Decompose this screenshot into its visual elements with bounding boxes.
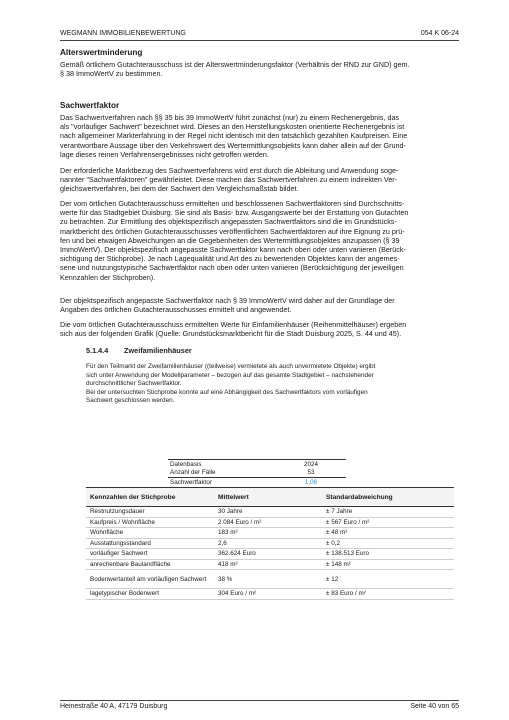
page-header	[60, 30, 459, 41]
text-line: Die vom örtlichen Gutachterausschuss ermittelten Werte für Einfamilienhäuser (Reihenmittelhäuser) ergeben	[60, 320, 407, 329]
text-line: Bei der untersuchten Stichprobe konnte auf eine Abhängigkeit des Sachwertfaktors vom vorläufigen	[86, 388, 368, 396]
section-title: Zweifamilienhäuser	[124, 346, 192, 355]
table-row	[86, 559, 454, 570]
paragraph-3	[60, 199, 470, 282]
summary-label: Anzahl der Fälle	[168, 469, 276, 478]
table-cell: 183 m²	[214, 528, 322, 539]
table-row	[86, 528, 454, 539]
text-line: Sachwert geschlossen werden.	[86, 397, 175, 405]
header-right: 054 K 06-24	[420, 30, 459, 37]
table-row	[168, 460, 346, 469]
text-line: sich unter Anwendung der Modellparameter – bezogen auf das gesamte Stadtgebiet – nachstehender	[86, 371, 374, 379]
footer-address: Heinestraße 40 A, 47179 Duisburg	[60, 703, 168, 710]
text-line: nannter "Sachwertfaktoren" gewährleistet. Diese machen das Sachwertverfahren zu einem indirekten Ver-	[60, 175, 398, 185]
table-cell: anrechenbare Baulandfläche	[86, 559, 214, 570]
text-line: Der vom örtlichen Gutachterausschuss ermittelten und beschlossenen Sachwertfaktoren sind Durchschnitts-	[60, 199, 405, 208]
kennzahlen-table	[86, 487, 454, 600]
text-line: § 38 ImmoWertV zu bestimmen.	[60, 69, 163, 79]
text-line: Der objektspezifisch angepasste Sachwertfaktor nach § 39 ImmoWertV wird daher auf der Grundlage der	[60, 296, 395, 305]
text-line: zu betrachten. Zur Ermittlung des objektspezifisch angepassten Sachwertfaktors sind die im Grundstücks-	[60, 217, 397, 227]
text-line: Für den Teilmarkt der Zweifamilienhäuser ((teilweise) vermietete als auch unvermietete Objekte) ergibt	[86, 363, 376, 370]
paragraph-4	[60, 296, 470, 314]
table-row	[86, 589, 454, 600]
table-cell: ± 48 m²	[322, 528, 454, 539]
paragraph-alterswertminderung	[60, 60, 470, 78]
table-cell: ± 138.513 Euro	[322, 549, 454, 560]
text-line: Gemäß örtlichem Gutachterausschuss ist der Alterswertminderungsfaktor (Verhältnis der RND zur GND) gem.	[60, 60, 410, 69]
text-line: Kennzahlen der Stichproben).	[60, 272, 156, 282]
text-line: Angaben des örtlichen Gutachterausschusses ermittelt und angewendet.	[60, 305, 292, 315]
paragraph-1	[60, 113, 470, 159]
table-cell: 2.084 Euro / m²	[214, 517, 322, 528]
paragraph-5	[60, 320, 470, 338]
text-line: gleichswertverfahren, bei dem der Sachwert den Vergleichsmaßstab bildet.	[60, 184, 299, 194]
table-cell: 304 Euro / m²	[214, 589, 322, 600]
text-line: Das Sachwertverfahren nach §§ 35 bis 39 ImmoWertV führt zunächst (nur) zu einem Rechenergebnis, das	[60, 113, 400, 122]
text-line: Der erforderliche Marktbezug des Sachwertverfahrens wird erst durch die Ableitung und Anwendung soge-	[60, 166, 399, 175]
table-cell: 30 Jahre	[214, 507, 322, 518]
table-cell: Bodenwertanteil am vorläufigen Sachwert	[86, 570, 214, 589]
excerpt-intro	[86, 363, 456, 406]
table-cell: 38 %	[214, 570, 322, 589]
text-line: sene und nutzungstypische Sachwertfaktor nach oben oder unten variieren (Berücksichtigung der jeweiligen	[60, 263, 404, 273]
table-row	[168, 469, 346, 478]
text-line: fen und bei etwaigen Abweichungen an die Gegebenheiten des Wertermittlungsobjektes anzupassen (§ 39	[60, 235, 400, 245]
text-line: sichtigung der Stichprobe). Je nach Lagequalität und Art des zu bewertenden Objektes kann der angemes-	[60, 254, 400, 264]
text-line: verantwortbare Aussage über den Verkehrswert des Wertermittlungsobjekts kann daher allein auf der Grund-	[60, 140, 406, 150]
table-header-row	[86, 488, 454, 507]
column-header: Kennzahlen der Stichprobe	[86, 488, 214, 507]
summary-value: 53	[276, 469, 346, 478]
table-cell: vorläufiger Sachwert	[86, 549, 214, 560]
table-cell: Ausstattungsstandard	[86, 538, 214, 549]
header-left: WEGMANN IMMOBILIENBEWERTUNG	[60, 30, 186, 37]
summary-label: Sachwertfaktor	[170, 478, 212, 486]
heading-alterswertminderung: Alterswertminderung	[60, 48, 143, 57]
table-cell: 418 m²	[214, 559, 322, 570]
summary-value: 2024	[276, 460, 346, 469]
table-cell: Kaufpreis / Wohnfläche	[86, 517, 214, 528]
text-line: als "vorläufiger Sachwert" bezeichnet wird. Dieses an den Herstellungskosten orientierte Rechenergebnis ist	[60, 122, 405, 132]
embedded-report-excerpt	[86, 346, 456, 406]
page-number: Seite 40 von 65	[410, 703, 459, 710]
text-line: nach allgemeiner Markterfahrung in der Regel nicht identisch mit den tatsächlich gezahlten Kaufpreisen. Eine	[60, 131, 408, 141]
table-cell: ± 12	[322, 570, 454, 589]
sachwertfaktor-value: 1,06	[304, 478, 318, 486]
page-footer	[60, 700, 459, 710]
table-cell: Wohnfläche	[86, 528, 214, 539]
column-header: Mittelwert	[214, 488, 322, 507]
table-row	[168, 478, 346, 487]
table-row	[86, 517, 454, 528]
heading-sachwertfaktor: Sachwertfaktor	[60, 101, 120, 110]
summary-label: Datenbasis	[168, 460, 276, 469]
text-line: durchschnittlicher Sachwertfaktor.	[86, 380, 182, 388]
table-cell: lagetypischer Bodenwert	[86, 589, 214, 600]
table-row	[86, 549, 454, 560]
table-cell: 2,6	[214, 538, 322, 549]
table-row	[86, 570, 454, 589]
table-cell: Restnutzungsdauer	[86, 507, 214, 518]
table-row	[86, 538, 454, 549]
table-cell: ± 567 Euro / m²	[322, 517, 454, 528]
table-row	[86, 507, 454, 518]
table-cell: 362.624 Euro	[214, 549, 322, 560]
table-cell: ± 83 Euro / m²	[322, 589, 454, 600]
text-line: lage dieses reinen Verfahrensergebnisses nicht getroffen werden.	[60, 149, 269, 159]
text-line: ImmoWertV). Der objektspezifisch angepasste Sachwertfaktor kann nach oben oder unten variieren (Berück-	[60, 245, 406, 255]
excerpt-section-title	[86, 346, 456, 355]
table-cell: ± 7 Jahre	[322, 507, 454, 518]
text-line: werte für das Stadtgebiet Duisburg. Sie sind als Basis- bzw. Ausgangswerte bei der Erstattung von Gutachten	[60, 208, 409, 218]
table-cell: ± 0,2	[322, 538, 454, 549]
section-number: 5.1.4.4	[86, 346, 109, 355]
text-line: marktbericht des örtlichen Gutachterausschusses veröffentlichten Sachwertfaktoren auf ihre Eignung zu prü-	[60, 226, 405, 236]
table-cell: ± 148 m²	[322, 559, 454, 570]
paragraph-2	[60, 166, 470, 194]
column-header: Standardabweichung	[322, 488, 454, 507]
text-line: sich aus der folgenden Grafik (Quelle: Grundstücksmarktbericht für die Stadt Duisburg 2025, S. 44 und 45).	[60, 329, 402, 339]
